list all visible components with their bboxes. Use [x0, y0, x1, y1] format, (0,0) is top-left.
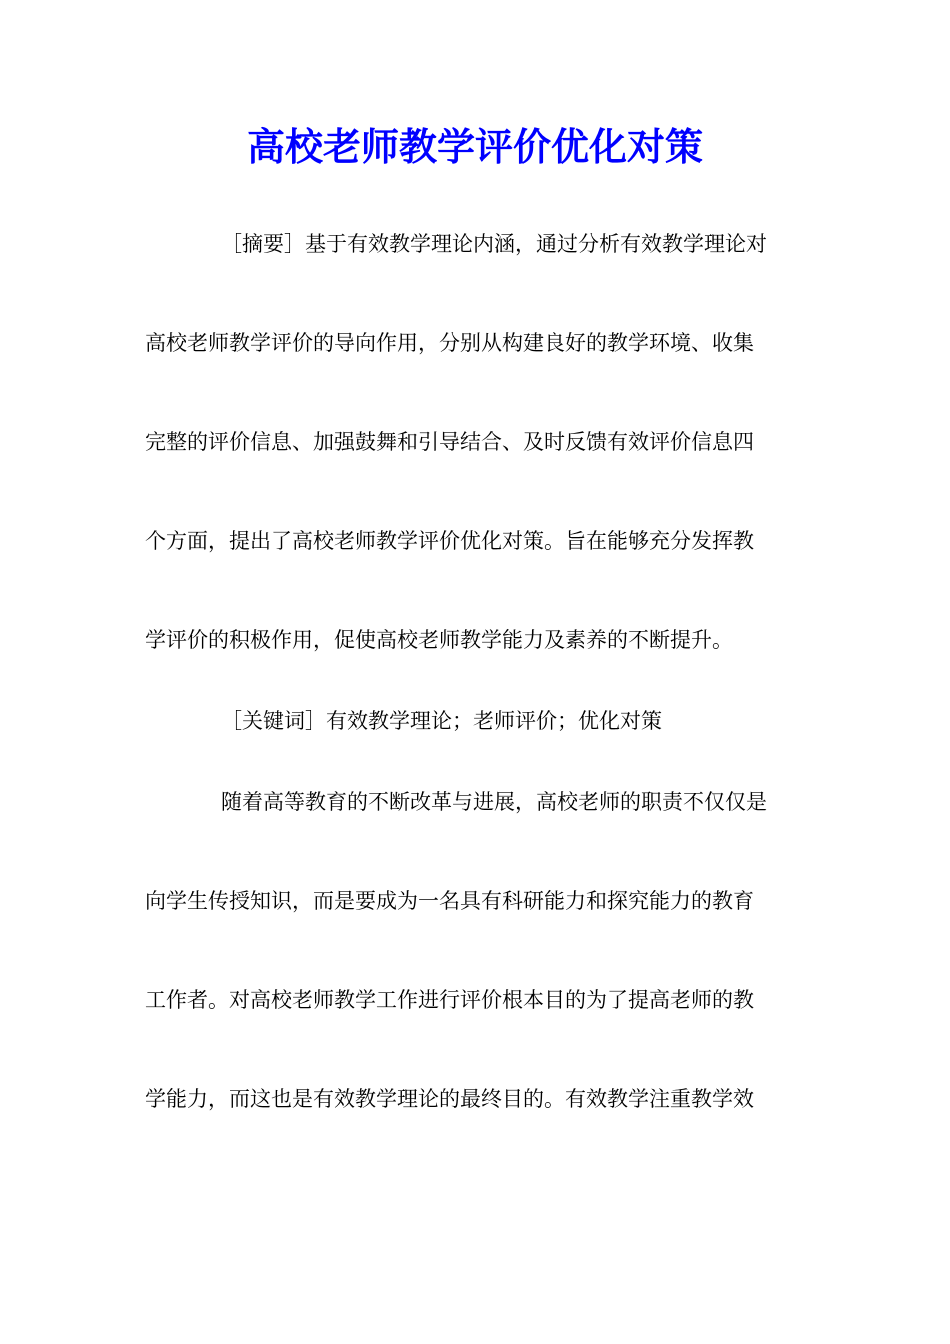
body-line-2: 向学生传授知识，而是要成为一名具有科研能力和探究能力的教育: [145, 889, 754, 913]
abstract-line-2: 高校老师教学评价的导向作用，分别从构建良好的教学环境、收集: [145, 331, 754, 355]
body-line-3: 工作者。对高校老师教学工作进行评价根本目的为了提高老师的教: [145, 988, 754, 1012]
abstract-line-4: 个方面，提出了高校老师教学评价优化对策。旨在能够充分发挥教: [145, 529, 754, 553]
body-line-4: 学能力，而这也是有效教学理论的最终目的。有效教学注重教学效: [145, 1087, 754, 1111]
abstract-line-3: 完整的评价信息、加强鼓舞和引导结合、及时反馈有效评价信息四: [145, 430, 754, 454]
body-line-1: 随着高等教育的不断改革与进展，高校老师的职责不仅仅是: [221, 790, 767, 814]
keywords-line: ［关键词］有效教学理论；老师评价；优化对策: [221, 709, 662, 733]
abstract-line-1: ［摘要］基于有效教学理论内涵，通过分析有效教学理论对: [221, 232, 767, 256]
abstract-line-5: 学评价的积极作用，促使高校老师教学能力及素养的不断提升。: [145, 628, 733, 652]
document-title: 高校老师教学评价优化对策: [246, 124, 703, 169]
